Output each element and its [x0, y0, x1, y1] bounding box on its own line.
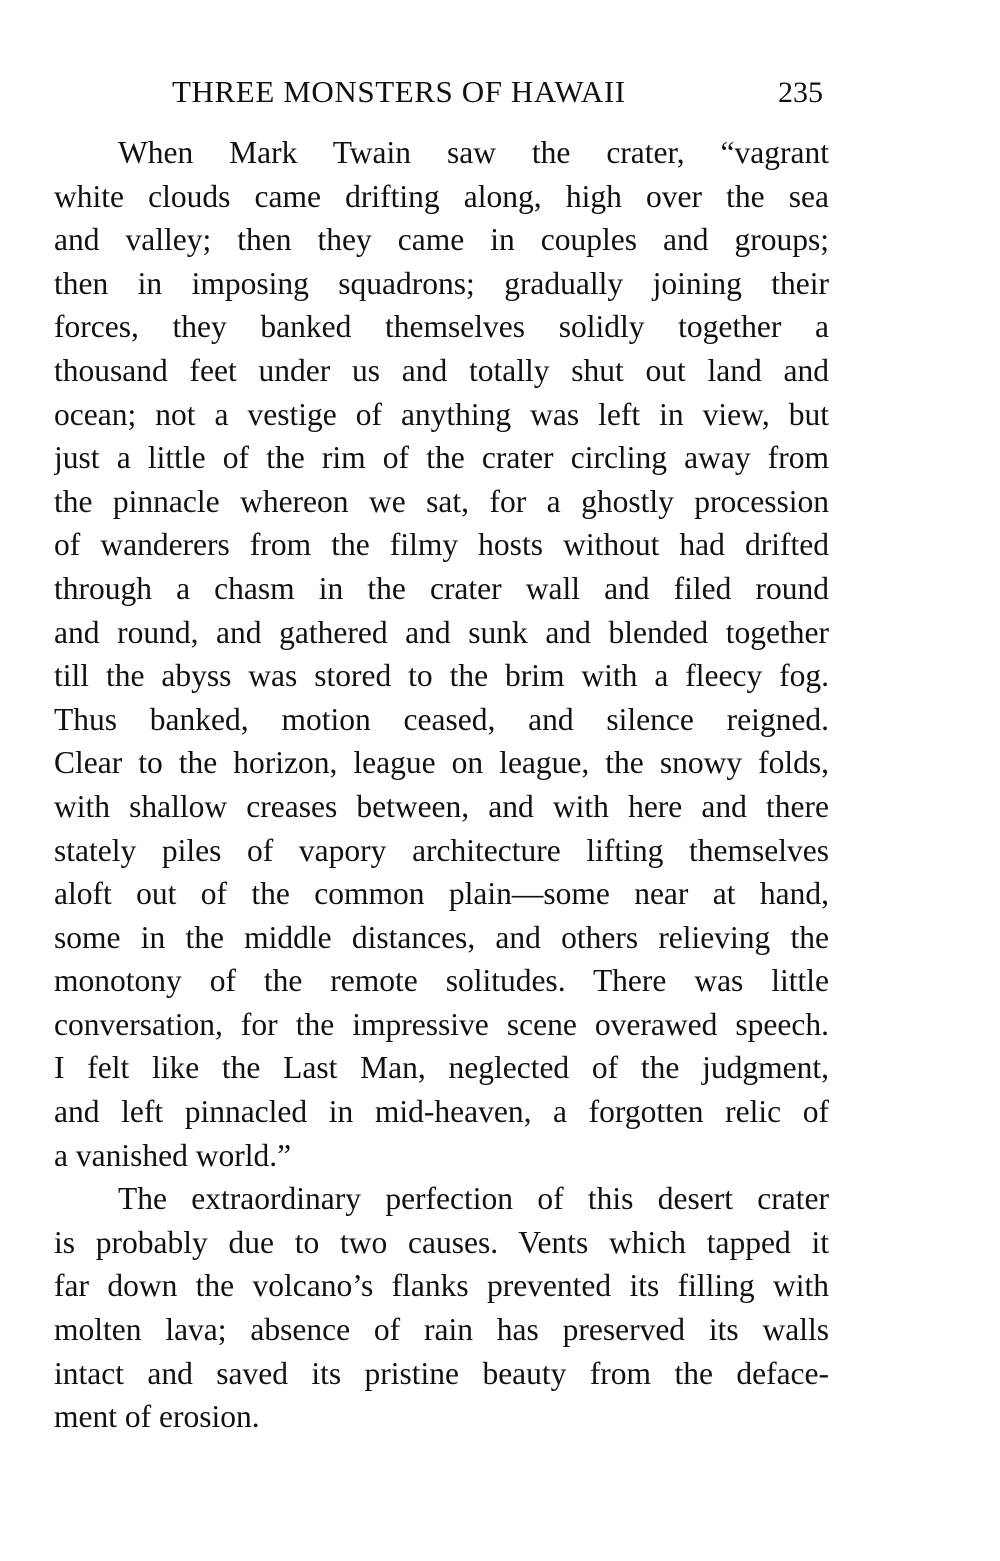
- text-line: far down the volcano’s flanks prevented its filling with: [54, 1268, 829, 1304]
- text-line: Clear to the horizon, league on league, the snowy folds,: [54, 745, 829, 781]
- text-line: is probably due to two causes. Vents which tapped it: [54, 1224, 829, 1260]
- text-line: conversation, for the impressive scene overawed speech.: [54, 1006, 829, 1042]
- text-line: some in the middle distances, and others relieving the: [54, 919, 829, 955]
- text-line: Thus banked, motion ceased, and silence reigned.: [54, 701, 829, 737]
- text-line: just a little of the rim of the crater circling away from: [54, 440, 829, 476]
- running-title: THREE MONSTERS OF HAWAII: [172, 74, 626, 109]
- text-line: white clouds came drifting along, high over the sea: [54, 178, 829, 214]
- text-line: and left pinnacled in mid-heaven, a forgotten relic of: [54, 1094, 829, 1130]
- text-line: molten lava; absence of rain has preserved its walls: [54, 1312, 829, 1348]
- paragraph: [54, 1177, 829, 1439]
- text-line: of wanderers from the filmy hosts without had drifted: [54, 527, 829, 563]
- text-line: through a chasm in the crater wall and filed round: [54, 570, 829, 606]
- text-line: intact and saved its pristine beauty from the deface-: [54, 1355, 829, 1391]
- text-line: the pinnacle whereon we sat, for a ghostly procession: [54, 483, 829, 519]
- text-line: thousand feet under us and totally shut out land and: [54, 352, 829, 388]
- text-line: with shallow creases between, and with here and there: [54, 788, 829, 824]
- text-line: I felt like the Last Man, neglected of the judgment,: [54, 1050, 829, 1086]
- text-line: then in imposing squadrons; gradually joining their: [54, 265, 829, 301]
- text-line: forces, they banked themselves solidly together a: [54, 309, 829, 345]
- page-number: 235: [778, 76, 823, 109]
- text-line: monotony of the remote solitudes. There was little: [54, 963, 829, 999]
- text-line: till the abyss was stored to the brim with a fleecy fog.: [54, 658, 829, 694]
- text-line: The extraordinary perfection of this desert crater: [118, 1181, 829, 1217]
- text-line: When Mark Twain saw the crater, “vagrant: [118, 135, 829, 170]
- running-head: [54, 74, 829, 118]
- text-line: and round, and gathered and sunk and blended together: [54, 614, 829, 650]
- text-line: a vanished world.”: [54, 1137, 292, 1173]
- body-text: [54, 131, 829, 1439]
- text-line: and valley; then they came in couples and groups;: [54, 222, 829, 258]
- text-line: ocean; not a vestige of anything was left in view, but: [54, 396, 829, 432]
- text-line: ment of erosion.: [54, 1399, 260, 1435]
- text-line: aloft out of the common plain—some near at hand,: [54, 876, 829, 912]
- paragraph: [54, 131, 829, 1177]
- text-line: stately piles of vapory architecture lifting themselves: [54, 832, 829, 868]
